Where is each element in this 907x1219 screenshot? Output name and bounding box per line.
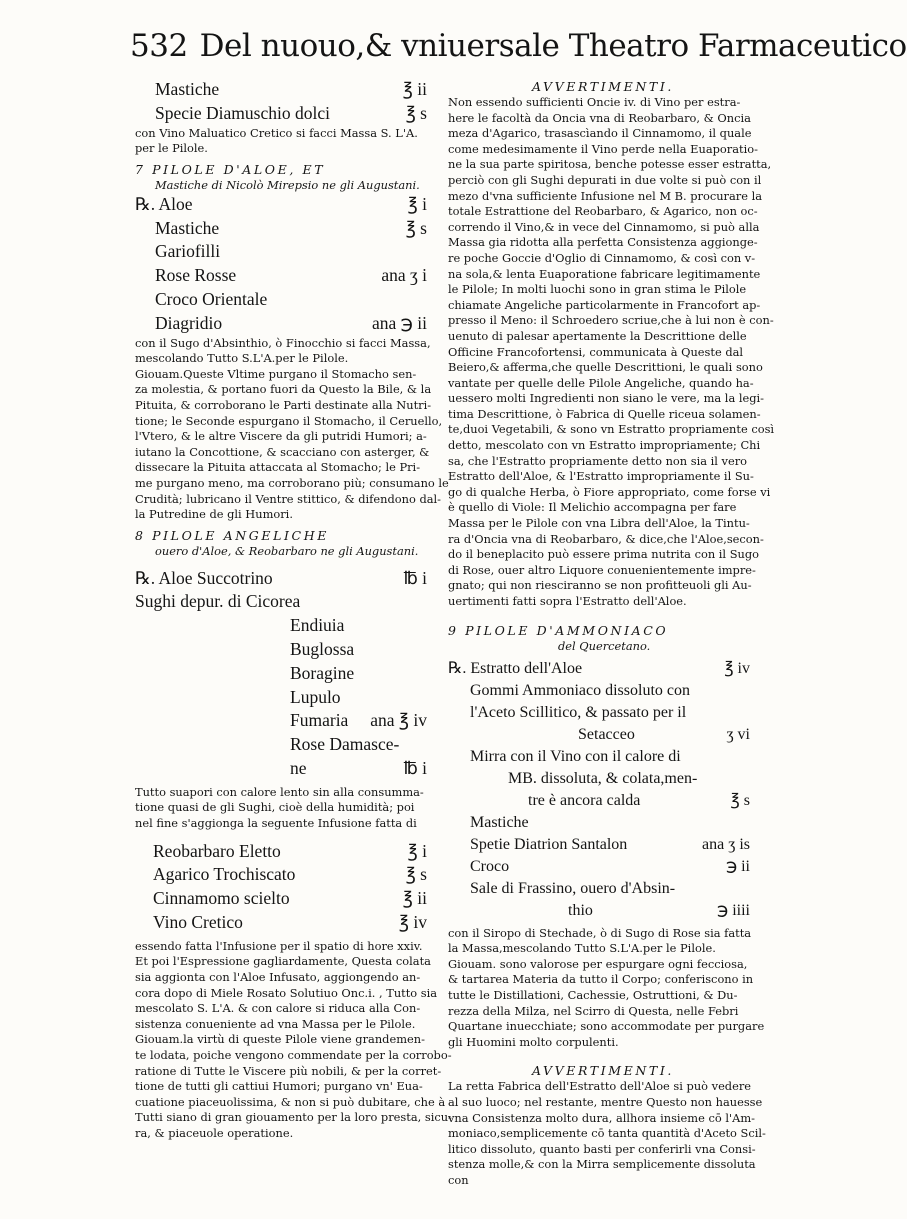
text-line: moniaco,semplicemente cō tanta quantità d'Aceto Scil- — [448, 1126, 766, 1141]
ingredient-quantity: ℥ s — [405, 102, 427, 123]
ingredient-row — [135, 288, 435, 312]
ingredient-name: Gariofilli — [155, 241, 221, 262]
recipe-commentary — [448, 925, 765, 1051]
ingredient-row — [135, 887, 435, 911]
text-line: ra, & piaceuole operatione. — [135, 1125, 294, 1140]
ingredient-name: Croco — [470, 857, 510, 875]
text-line: Tutto suapori con calore lento sin alla consumma- — [135, 784, 424, 799]
text-line: con il Siropo di Stechade, ò di Sugo di Rose sia fatta — [448, 925, 752, 940]
ingredient-row — [135, 567, 435, 591]
text-line: Crudità; lubricano il Ventre stittico, & difendono dal- — [135, 491, 442, 506]
text-line: mescolato S. L'A. & con calore si riduca alla Con- — [135, 1001, 421, 1016]
text-line: Estratto dell'Aloe, & l'Estratto impropriamente il Su- — [448, 469, 754, 484]
ingredient-row: Boragine — [290, 662, 355, 683]
ingredient-name: Specie Diamuschio dolci — [155, 102, 330, 123]
text-line: here le facoltà da Oncia vna di Reobarbaro, & Oncia — [448, 110, 751, 125]
ingredient-row: Buglossa — [290, 639, 355, 660]
ingredient-quantity: ℥ s — [405, 217, 427, 238]
left-column — [135, 78, 452, 1142]
text-line: tione de tutti gli cattiui Humori; purgano vn' Eua- — [135, 1079, 423, 1094]
text-line: Massa per le Pilole con vna Libra dell'Aloe, la Tintu- — [448, 516, 750, 531]
text-line: te lodata, poiche vengono commendate per la corrobo- — [135, 1047, 452, 1062]
ingredient-row — [135, 193, 435, 217]
text-line: per le Pilole. — [135, 141, 208, 156]
running-header — [130, 28, 907, 64]
ingredient-row — [135, 217, 435, 241]
text-line: al suo luoco; nel restante, mentre Questo non hauesse — [448, 1094, 763, 1109]
text-line: dissecare la Pituita attaccata al Stomacho; le Pri- — [135, 460, 421, 475]
ingredient-quantity — [750, 680, 758, 702]
ingredient-quantity — [427, 288, 435, 312]
ingredient-row — [448, 746, 758, 768]
ingredient-name: Mastiche — [155, 79, 220, 99]
ingredient-list — [135, 193, 435, 336]
text-line: mezo d'vna sufficiente Infusione nel M B. procurare la — [448, 188, 763, 203]
ingredient-name: Mirra con il Vino con il calore di — [470, 747, 681, 765]
notes-text — [448, 1079, 766, 1188]
ingredient-row — [135, 709, 435, 733]
text-line: con Vino Maluatico Cretico si facci Massa S. L'A. — [135, 125, 418, 140]
ingredient-row — [448, 680, 758, 702]
ingredient-row: Lupulo — [290, 686, 341, 707]
recipe-commentary — [135, 335, 449, 523]
text-line: chiamate Angeliche particolarmente in Francofort ap- — [448, 297, 761, 312]
text-line: l'Vtero, & le altre Viscere da gli putridi Humori; a- — [135, 429, 427, 444]
ingredient-name: ℞. Aloe Succotrino — [135, 567, 273, 588]
ingredient-name: ℞. Estratto dell'Aloe — [448, 659, 583, 677]
ingredient-name: Fumaria — [290, 710, 349, 731]
text-line: Giouam. sono valorose per espurgare ogni fecciosa, — [448, 956, 748, 971]
text-line: tione; le Seconde espurgano il Stomacho, il Ceruello, — [135, 413, 443, 428]
ingredient-list — [135, 614, 435, 709]
text-line: & tartarea Materia da tutto il Corpo; conferiscono in — [448, 972, 754, 987]
ingredient-row — [448, 790, 758, 812]
ingredient-name: Gommi Ammoniaco dissoluto con — [470, 681, 690, 699]
text-line: Giouam.Queste Vltime purgano il Stomacho sen- — [135, 366, 417, 381]
text-line: vantate per quelle delle Pilole Angeliche, quando ha- — [448, 375, 754, 390]
ingredient-row — [135, 240, 435, 264]
ingredient-row — [448, 878, 758, 900]
text-line: uertimenti fatti sopra l'Estratto dell'Aloe. — [448, 594, 687, 608]
text-line: Non essendo sufficienti Oncie iv. di Vino per estra- — [448, 95, 741, 109]
ingredient-row — [448, 834, 758, 856]
ingredient-name: Rose Damasce- — [290, 734, 400, 755]
text-line: rezza della Milza, nel Scirro di Questa, nelle Febri — [448, 1003, 739, 1018]
text-line: stenza molle,& con la Mirra semplicemente dissoluta — [448, 1157, 756, 1172]
text-line: uessero molti Ingredienti non siano le vere, ma la legi- — [448, 391, 765, 406]
text-line: totale Estrattione del Reobarbaro, & Agarico, non oc- — [448, 204, 758, 219]
ingredient-quantity: ℈ ii — [725, 857, 750, 875]
ingredient-quantity: ℥ i — [407, 840, 427, 861]
text-line: tima Descrittione, ò Fabrica di Quelle riceua solamen- — [448, 406, 761, 421]
ingredient-row — [448, 768, 758, 790]
ingredient-name: Vino Cretico — [153, 912, 243, 933]
text-line: con — [448, 1172, 469, 1187]
text-line: Officine Francofortensi, communicata à Queste dal — [448, 344, 744, 359]
text-line: gnato; qui non riesciranno se non profitteuoli gli Au- — [448, 578, 752, 593]
text-line: è quello di Viole: Il Melichio accompagna per fare — [448, 500, 737, 515]
ingredient-list — [135, 840, 435, 935]
text-line: re poche Goccie d'Oglio di Cinnamomo, & così con v- — [448, 250, 756, 265]
ingredient-list — [135, 78, 435, 126]
text-line: gli Huomini molto corpulenti. — [448, 1034, 619, 1049]
recipe-7-subtitle: Mastiche di Nicolò Mirepsio ne gli Augustani. — [155, 177, 420, 192]
running-title: Del nuouo,& vniuersale Theatro Farmaceutico — [199, 28, 907, 64]
recipe-9-subtitle: del Quercetano. — [558, 638, 651, 653]
ingredient-name: Diagridio — [155, 312, 223, 333]
text-line: con il Sugo d'Absinthio, ò Finocchio si facci Massa, — [135, 335, 431, 350]
ingredient-quantity: ℥ i — [407, 193, 427, 214]
ingredient-row — [448, 702, 758, 724]
text-line: meza d'Agarico, trasascìando il Cinnamomo, il quale — [448, 126, 752, 141]
ingredient-name: Croco Orientale — [155, 288, 268, 309]
text-line: Giouam.la virtù di queste Pilole viene grandemen- — [135, 1032, 425, 1047]
text-line: me purgano meno, ma corroborano più; consumano le — [135, 475, 449, 490]
ingredient-quantity: ana ʒ i — [381, 265, 427, 286]
text-line: di Rose, ouer altro Liquore conuenientemente impre- — [448, 562, 756, 577]
ingredient-name: Sale di Frassino, ouero d'Absin- — [470, 879, 676, 897]
text-line: litico dissoluto, quanto basti per conferirli vna Consi- — [448, 1141, 756, 1156]
text-line: ne la sua parte spiritosa, benche potesse esser estratta, — [448, 157, 772, 172]
ingredient-quantity — [750, 702, 758, 724]
text-line: Pituita, & corroborano le Parti destinate alla Nutri- — [135, 397, 432, 412]
recipe-8-heading: 8 PILOLE ANGELICHE — [135, 527, 329, 543]
text-line: essendo fatta l'Infusione per il spatio di hore xxiv. — [135, 938, 423, 953]
ingredient-quantity — [750, 768, 758, 790]
ingredient-row — [135, 840, 435, 864]
text-line: nel fine s'aggionga la seguente Infusione fatta di — [135, 816, 417, 831]
ingredient-row — [135, 863, 435, 887]
notes-text — [448, 95, 775, 610]
text-line: perciò con gli Sughi depurati in due volte si può con il — [448, 172, 762, 187]
ingredient-row — [135, 733, 435, 757]
text-line: correndo il Vino,& in vece del Cinnamomo, si può alla — [448, 219, 760, 234]
ingredient-quantity: ℥ s — [405, 864, 427, 885]
text-line: vna Consistenza molto dura, allhora insieme cō l'Am- — [448, 1110, 755, 1125]
text-line: do il beneplacito può essere prima nutrita con il Sugo — [448, 547, 759, 562]
ingredient-row — [135, 264, 435, 288]
ingredient-name: Mastiche — [470, 813, 529, 831]
text-line: presso il Meno: il Schroedero scriue,che à lui non è con- — [448, 313, 774, 328]
ingredient-name: Agarico Trochiscato — [153, 864, 296, 885]
text-line: sia aggionta con l'Aloe Infusato, aggiongendo an- — [135, 970, 421, 985]
text-line: cora dopo di Miele Rosato Solutiuo Onc.i. , Tutto sia — [135, 985, 438, 1000]
ingredient-row — [135, 102, 435, 126]
recipe-commentary — [135, 938, 452, 1142]
ingredient-quantity — [750, 812, 758, 834]
ingredient-name: tre è ancora calda — [528, 791, 641, 809]
text-line: te,duoi Vegetabili, & sono vn Estratto propriamente così — [448, 422, 775, 437]
text-line: sa, che l'Estratto propriamente detto non sia il vero — [448, 453, 748, 468]
ingredient-name: Cinnamomo scielto — [153, 888, 290, 909]
text-line: tutte le Distillationi, Cachessie, Ostruttioni, & Du- — [448, 987, 738, 1002]
ingredient-name: thio — [568, 901, 593, 919]
ingredient-quantity: ℔ i — [403, 758, 427, 779]
ingredient-quantity: ana ʒ is — [702, 835, 750, 853]
ingredient-name: Rose Rosse — [155, 265, 237, 286]
ingredient-name: Mastiche — [155, 217, 220, 238]
text-line: le Pilole; In molti luochi sono in gran stima le Pilole — [448, 282, 747, 297]
ingredient-row — [135, 911, 435, 935]
right-column — [448, 78, 775, 1189]
ingredient-row — [135, 757, 435, 781]
ingredient-quantity: ℥ s — [730, 791, 750, 809]
recipe-instructions — [135, 126, 435, 157]
ingredient-quantity — [750, 746, 758, 768]
ingredient-name: MB. dissoluta, & colata,men- — [508, 769, 698, 787]
text-line: Massa gia ridotta alla perfetta Consistenza aggionge- — [448, 235, 758, 250]
page-number: 532 — [130, 28, 188, 64]
ingredient-quantity: ℥ ii — [402, 888, 427, 909]
text-line: la Massa,mescolando Tutto S.L'A.per le Pilole. — [448, 941, 716, 956]
ingredient-name: ℞. Aloe — [135, 193, 193, 214]
ingredient-quantity: ℔ i — [403, 567, 427, 588]
ingredient-name: ne — [290, 758, 307, 779]
text-line: la Putredine de gli Humori. — [135, 507, 293, 522]
recipe-7-heading: 7 PILOLE D'ALOE, ET — [135, 161, 326, 177]
ingredient-quantity — [750, 878, 758, 900]
text-line: ratione di Tutte le Viscere più nobili, & per la corret- — [135, 1063, 442, 1078]
ingredient-row — [448, 856, 758, 878]
ingredient-row — [448, 724, 758, 746]
ingredient-row — [448, 812, 758, 834]
ingredient-quantity: ana ℥ iv — [370, 710, 427, 731]
ingredient-list — [135, 709, 435, 780]
text-line: tione quasi de gli Sughi, cioè della humidità; poi — [135, 800, 415, 815]
text-line: Et poi l'Espressione gagliardamente, Questa colata — [135, 954, 431, 969]
text-line: La retta Fabrica dell'Estratto dell'Aloe si può vedere — [448, 1079, 752, 1094]
ingredient-quantity: ana ℈ ii — [372, 312, 427, 333]
recipe-8-subtitle: ouero d'Aloe, & Reobarbaro ne gli Augustani. — [155, 543, 419, 558]
ingredient-name: l'Aceto Scillitico, & passato per il — [470, 703, 687, 721]
ingredient-quantity: ℈ iiii — [717, 901, 750, 919]
text-line: Quartane inuecchiate; sono accommodate per purgare — [448, 1019, 765, 1034]
ingredient-quantity: ℥ iv — [724, 659, 750, 677]
text-line: iutano la Concottione, & scacciano con asterger, & — [135, 444, 430, 459]
recipe-instructions — [135, 785, 435, 832]
text-line: Beiero,& afferma,che quelle Descrittioni, le quali sono — [448, 360, 763, 375]
text-line: uenuto di palesar apertamente la Descrittione delle — [448, 328, 747, 343]
ingredient-quantity — [427, 733, 435, 757]
ingredient-quantity: ℥ ii — [402, 79, 427, 99]
ingredient-list — [448, 658, 758, 922]
ingredient-row: Endiuia — [290, 615, 345, 636]
ingredient-name: Spetie Diatrion Santalon — [470, 835, 628, 853]
text-line: cuatione piaceuolissima, & non si può dubitare, che à — [135, 1094, 446, 1109]
ingredient-row — [135, 312, 435, 336]
text-line: mescolando Tutto S.L'A.per le Pilole. — [135, 351, 349, 366]
text-line: Tutti siano di gran giouamento per la loro presta, sicu- — [135, 1110, 452, 1125]
ingredient-quantity — [427, 240, 435, 264]
ingredient-row — [135, 78, 435, 102]
notes-heading: AVVERTIMENTI. — [532, 79, 674, 94]
text-line: sistenza conueniente ad vna Massa per le Pilole. — [135, 1016, 416, 1031]
text-line: za molestia, & portano fuori da Questo la Bile, & la — [135, 382, 432, 397]
ingredient-row — [448, 658, 758, 680]
ingredient-name: Reobarbaro Eletto — [153, 840, 281, 861]
text-line: go di qualche Herba, ò Fiore appropriato, come forse vi — [448, 484, 771, 499]
ingredient-quantity: ʒ vi — [726, 725, 750, 743]
notes-heading: AVVERTIMENTI. — [532, 1063, 674, 1079]
ingredient-quantity: ℥ iv — [398, 912, 427, 933]
recipe-9-heading: 9 PILOLE D'AMMONIACO — [448, 622, 669, 638]
ingredient-row: Sughi depur. di Cicorea — [135, 591, 301, 612]
text-line: come medesimamente il Vino perde nella Euaporatio- — [448, 141, 758, 156]
text-line: na sola,& lenta Euaporatione fabricare legitimamente — [448, 266, 761, 281]
ingredient-name: Setacceo — [578, 725, 635, 743]
text-line: ra d'Oncia vna di Reobarbaro, & dice,che l'Aloe,secon- — [448, 531, 764, 546]
ingredient-row — [448, 900, 758, 922]
text-line: detto, mescolato con vn Estratto impropriamente; Chi — [448, 438, 761, 453]
